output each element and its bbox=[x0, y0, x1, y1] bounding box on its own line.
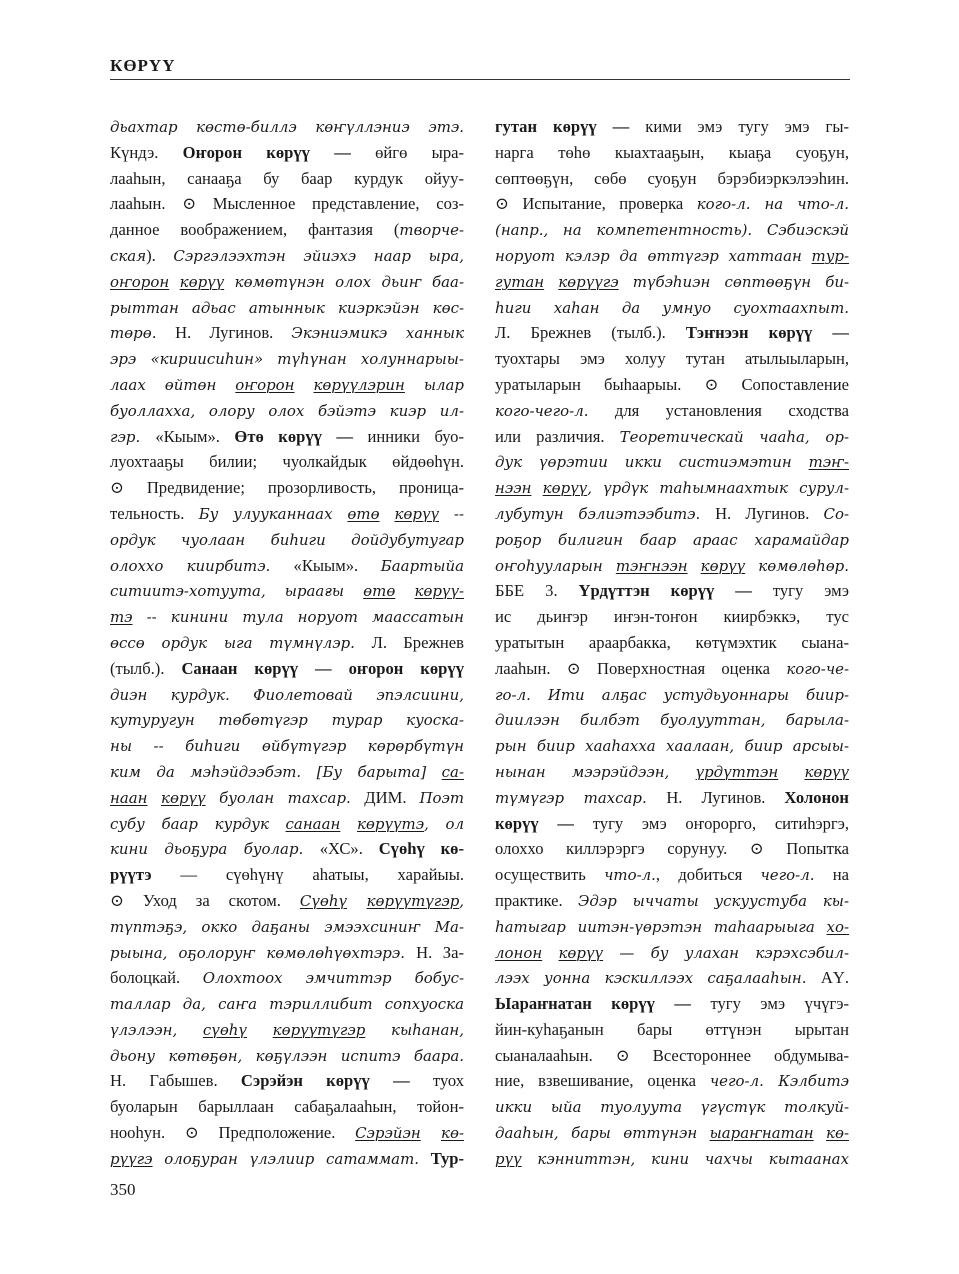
text-roman: «ХС». bbox=[319, 839, 379, 859]
text-line bbox=[495, 398, 849, 424]
text-italic: диэн курдук. Фиолетовай эпэлсиини, bbox=[110, 685, 464, 704]
text-roman: «Кыым». bbox=[155, 426, 235, 446]
headword: Тур- bbox=[430, 1148, 464, 1168]
text-italic: ситиитэ-хотуута, ыраағы bbox=[110, 582, 364, 601]
text-roman: Н. За- bbox=[416, 942, 464, 962]
text-underlined-example: көрүүлэрин bbox=[313, 375, 405, 394]
text-line bbox=[495, 888, 849, 914]
text-line bbox=[495, 140, 849, 166]
text-italic: кэнниттэн, кини чахчы кытаанах bbox=[521, 1149, 849, 1168]
text-italic: гэр. bbox=[110, 427, 156, 446]
text-italic: һатыгар иитэн-үөрэтэн таһаарыыга bbox=[495, 917, 827, 936]
text-italic bbox=[148, 789, 162, 807]
text-line bbox=[495, 965, 849, 991]
text-line bbox=[495, 553, 849, 579]
running-head: КӨРҮҮ bbox=[110, 56, 176, 75]
page-number: 350 bbox=[110, 1180, 136, 1199]
text-italic: Со- bbox=[823, 504, 849, 523]
text-italic: кого-че- bbox=[786, 659, 849, 678]
text-italic: (напр., на компетентность). Сэбиэскэй bbox=[495, 221, 849, 240]
text-italic: , bbox=[459, 891, 464, 910]
text-line bbox=[110, 1068, 464, 1094]
text-line bbox=[495, 630, 849, 656]
text-italic: һиги хаһан да умнуо суохтаахпыт. bbox=[495, 298, 849, 317]
text-roman: для установления сходства bbox=[588, 400, 849, 420]
text-italic bbox=[294, 376, 313, 394]
text-line bbox=[110, 836, 464, 862]
text-italic: лээх уонна кэскиллээх саҕалааһын. bbox=[495, 969, 821, 988]
text-italic: чего-л. Кэлбитэ bbox=[709, 1072, 849, 1091]
text-italic: творче- bbox=[399, 221, 464, 240]
text-roman: болоцкай. bbox=[110, 968, 203, 988]
text-italic: таллар да, саҥа тэриллибит сопхуоска bbox=[110, 995, 464, 1014]
text-underlined-example: кө- bbox=[826, 1124, 849, 1143]
text-line bbox=[495, 682, 849, 708]
text-line bbox=[495, 372, 849, 398]
text-underlined-example: хо- bbox=[826, 917, 849, 936]
text-line bbox=[110, 114, 464, 140]
text-line bbox=[495, 243, 849, 269]
text-roman: туох bbox=[409, 1071, 464, 1091]
text-roman: лааһын. ⊙ Мысленное представление, соз- bbox=[110, 194, 464, 214]
text-line bbox=[110, 991, 464, 1017]
text-roman: тугу эмэ bbox=[751, 581, 849, 601]
text-italic: ны -- биһиги өйбүтүгэр көрөрбүтүн bbox=[110, 737, 464, 756]
text-italic: оҥоһууларын bbox=[495, 556, 616, 575]
text-line bbox=[110, 630, 464, 656]
text-underlined-example: көрүүгэ bbox=[558, 272, 619, 291]
text-italic: олоҕуран үлэлиир сатаммат. bbox=[152, 1149, 431, 1168]
text-italic: дьахтар көстө-биллэ көҥүллэниэ этэ. bbox=[110, 118, 464, 136]
text-italic: түмүгэр тахсар. bbox=[495, 788, 667, 807]
text-roman: АҮ. bbox=[820, 968, 849, 988]
text-roman: лааһын. ⊙ Поверхностная оценка bbox=[495, 658, 787, 678]
text-italic: көмөтүнэн олох дьиҥ баа- bbox=[224, 272, 464, 291]
text-underlined-example: са- bbox=[441, 762, 464, 781]
text-line bbox=[110, 811, 464, 837]
text-italic: , үрдүк таһымнаахтык сурул- bbox=[587, 479, 849, 498]
text-roman: сөптөөҕүн, сөбө суоҕун бэрэбиэркэлээһин. bbox=[495, 168, 849, 188]
text-italic: көмөлөһөр. bbox=[745, 556, 849, 575]
text-line bbox=[495, 166, 849, 192]
text-italic: ылар bbox=[404, 375, 464, 394]
text-roman: — сүөһүнү аһатыы, харайыы. bbox=[151, 865, 464, 885]
text-italic bbox=[531, 479, 542, 497]
text-underlined-example: оҥорон bbox=[110, 272, 170, 291]
text-underlined-example: оҥорон bbox=[235, 375, 295, 394]
text-underlined-example: өтө bbox=[347, 504, 380, 523]
text-roman: ⊙ Предвидение; прозорливость, проница- bbox=[110, 478, 464, 498]
text-roman: уратыларын быһаарыы. ⊙ Сопоставление bbox=[495, 374, 849, 394]
text-line bbox=[495, 1017, 849, 1043]
text-line bbox=[495, 1120, 849, 1146]
text-line bbox=[495, 1043, 849, 1069]
text-line bbox=[495, 785, 849, 811]
text-line bbox=[110, 682, 464, 708]
text-line bbox=[495, 191, 849, 217]
text-italic bbox=[778, 763, 804, 781]
text-underlined-example: тур- bbox=[811, 246, 849, 265]
headword: Оҥорон көрүү — bbox=[182, 142, 351, 162]
text-italic: түбэһиэн сөптөөҕүн би- bbox=[618, 272, 849, 291]
text-roman: олоххо киллэрэргэ сорунуу. ⊙ Попытка bbox=[495, 839, 849, 859]
text-italic bbox=[395, 582, 414, 600]
text-line bbox=[110, 1043, 464, 1069]
text-roman: ДИМ. bbox=[364, 787, 420, 807]
text-roman: туохтары эмэ холуу тутан атылыыларын, bbox=[495, 349, 849, 369]
text-italic: норуот кэлэр да өттүгэр хаттаан bbox=[495, 246, 812, 265]
text-italic: диилээн билбэт буолууттан, барыла- bbox=[495, 711, 849, 730]
text-line bbox=[110, 604, 464, 630]
text-italic: буолан тахсар. bbox=[205, 788, 365, 807]
text-line bbox=[495, 320, 849, 346]
headword: Сэрэйэн көрүү — bbox=[240, 1071, 410, 1091]
text-line bbox=[110, 475, 464, 501]
text-line bbox=[495, 836, 849, 862]
text-line bbox=[110, 733, 464, 759]
text-line bbox=[495, 501, 849, 527]
text-roman: «Кыым». bbox=[293, 555, 381, 575]
text-line bbox=[495, 1068, 849, 1094]
text-italic: — бу улахан кэрэхсэбил- bbox=[603, 943, 849, 962]
text-line bbox=[495, 449, 849, 475]
text-line bbox=[495, 346, 849, 372]
text-line bbox=[110, 501, 464, 527]
text-underlined-example: рүү bbox=[495, 1149, 522, 1168]
text-roman: данное воображением, фантазия ( bbox=[110, 220, 400, 240]
text-italic: икки ыйа туолуута үгүстүк толкуй- bbox=[495, 1098, 849, 1117]
text-underlined-example: үрдүттэн bbox=[695, 762, 779, 781]
text-underlined-example: көрүүтүгэр bbox=[366, 891, 460, 910]
text-italic: кыһанан, bbox=[365, 1020, 464, 1039]
headword: Сүөһү кө- bbox=[378, 839, 464, 859]
text-underlined-example: наан bbox=[110, 788, 148, 807]
text-line bbox=[110, 243, 464, 269]
text-underlined-example: нээн bbox=[495, 479, 532, 498]
text-italic: чего-л. bbox=[760, 866, 815, 885]
text-italic: түптэҕэ, окко даҕаны эмээхсиниҥ Ма- bbox=[110, 917, 464, 936]
text-underlined-example: санаан bbox=[285, 814, 341, 833]
text-roman: йин-куһаҕанын бары өттүнэн ырытан bbox=[495, 1019, 849, 1039]
text-underlined-example: сүөһү bbox=[202, 1020, 247, 1039]
text-italic: -- кинини тула норуот маассатын bbox=[132, 608, 464, 627]
text-italic: үлэлээн, bbox=[110, 1020, 203, 1039]
text-roman: Н. Лугинов. bbox=[175, 323, 292, 343]
text-italic bbox=[347, 892, 367, 910]
text-roman: Н. Габышев. bbox=[110, 1071, 241, 1091]
text-line bbox=[110, 295, 464, 321]
text-italic: лубутун бэлиэтээбитэ. bbox=[495, 504, 716, 523]
text-roman: ⊙ Испытание, проверка bbox=[495, 194, 697, 214]
text-underlined-example: көрүү bbox=[558, 943, 604, 962]
text-italic bbox=[247, 1021, 273, 1039]
text-italic: ская bbox=[110, 246, 147, 265]
text-roman: Н. Лугинов. bbox=[715, 503, 824, 523]
text-italic: ким да мэһэйдээбэт. [Бу барыта] bbox=[110, 762, 442, 781]
headword: Өтө көрүү — bbox=[234, 426, 354, 446]
text-roman: Л. Брежнев (тылб.). bbox=[495, 323, 686, 343]
text-line bbox=[110, 527, 464, 553]
text-line bbox=[110, 140, 464, 166]
text-italic: нынан мээрэйдээн, bbox=[495, 762, 696, 781]
text-italic: кого-чего-л. bbox=[495, 401, 589, 420]
text-underlined-example: лонон bbox=[495, 943, 543, 962]
text-italic: Теоретическай чааһа, ор- bbox=[619, 427, 849, 446]
text-italic: рыттан адьас атыннык киэркэйэн көс- bbox=[110, 298, 464, 317]
text-roman: ). bbox=[146, 245, 156, 265]
text-line bbox=[495, 914, 849, 940]
text-roman: лааһын, санааҕа бу баар курдук ойуу- bbox=[110, 168, 464, 188]
text-line bbox=[495, 811, 849, 837]
text-italic bbox=[814, 1124, 826, 1142]
text-roman: , добиться bbox=[655, 865, 761, 885]
text-italic: что-л. bbox=[604, 866, 656, 885]
text-italic: Баартыйа bbox=[380, 556, 464, 575]
text-roman: ⊙ Уход за скотом. bbox=[110, 890, 300, 910]
text-line bbox=[110, 862, 464, 888]
text-italic: роҕор билигин баар араас харамайдар bbox=[495, 530, 849, 549]
text-line bbox=[495, 114, 849, 140]
text-underlined-example: Сүөһү bbox=[299, 891, 348, 910]
text-italic bbox=[421, 1124, 441, 1142]
text-roman: нарга төһө кыахтааҕын, кыаҕа суоҕун, bbox=[495, 142, 849, 162]
text-line bbox=[110, 1146, 464, 1172]
text-italic bbox=[688, 557, 701, 575]
text-line bbox=[110, 449, 464, 475]
text-line bbox=[110, 424, 464, 450]
text-line bbox=[110, 707, 464, 733]
text-line bbox=[110, 191, 464, 217]
text-line bbox=[110, 269, 464, 295]
text-italic bbox=[544, 273, 558, 291]
text-roman: Л. Брежнев bbox=[371, 632, 464, 652]
text-roman: тельность. bbox=[110, 503, 199, 523]
text-italic: өссө ордук ыга түмнүлэр. bbox=[110, 633, 372, 652]
text-line bbox=[495, 295, 849, 321]
text-line bbox=[110, 656, 464, 682]
text-line bbox=[495, 991, 849, 1017]
text-underlined-example: көрүү- bbox=[414, 582, 464, 601]
text-line bbox=[495, 424, 849, 450]
text-italic: Бу улууканнаах bbox=[198, 504, 348, 523]
text-line bbox=[495, 862, 849, 888]
text-line bbox=[495, 707, 849, 733]
text-underlined-example: көрүү bbox=[179, 272, 225, 291]
text-roman: луохтааҕы билии; чуолкайдык өйдөөһүн. bbox=[110, 452, 464, 472]
text-underlined-example: көрүү bbox=[394, 504, 439, 523]
text-italic: буоллахха, олору олох бэйэтэ киэр ил- bbox=[110, 401, 464, 420]
text-roman: ние, взвешивание, оценка bbox=[495, 1071, 710, 1091]
text-roman: тугу эмэ үчүгэ- bbox=[691, 994, 849, 1014]
text-italic: рын биир хааһахха хаалаан, биир арсыы- bbox=[495, 737, 849, 756]
text-italic: ордук чуолаан биһиги дойдубутугар bbox=[110, 530, 464, 549]
text-roman: тугу эмэ оҥорорго, ситиһэргэ, bbox=[574, 813, 849, 833]
text-line bbox=[495, 759, 849, 785]
text-italic: субу баар курдук bbox=[110, 814, 286, 833]
text-line bbox=[110, 914, 464, 940]
text-italic: дук үөрэтии икки систиэмэтин bbox=[495, 453, 809, 472]
text-line bbox=[110, 759, 464, 785]
text-line bbox=[110, 372, 464, 398]
text-roman: или различия. bbox=[495, 426, 620, 446]
text-underlined-example: тэ bbox=[110, 608, 133, 627]
headword: Ыараҥнатан көрүү — bbox=[495, 994, 692, 1014]
text-line bbox=[110, 320, 464, 346]
text-italic: дааһын, бары өттүнэн bbox=[495, 1124, 710, 1143]
text-roman: ББЕ 3. bbox=[495, 581, 579, 601]
text-line bbox=[110, 888, 464, 914]
text-underlined-example: ыараҥнатан bbox=[709, 1124, 814, 1143]
text-underlined-example: көрүү bbox=[700, 556, 746, 575]
text-line bbox=[110, 1120, 464, 1146]
text-line bbox=[495, 733, 849, 759]
text-roman: уратытын араарбакка, көтүмэхтик сыана- bbox=[495, 632, 849, 652]
text-line bbox=[495, 217, 849, 243]
text-italic: олоххо киирбитэ. bbox=[110, 556, 294, 575]
text-italic: Поэт bbox=[419, 788, 464, 807]
headword: Санаан көрүү — оҥорон көрүү bbox=[181, 658, 464, 678]
text-line bbox=[110, 346, 464, 372]
text-roman: сыаналааһын. ⊙ Всестороннее обдумыва- bbox=[495, 1045, 849, 1065]
text-roman: өйгө ыра- bbox=[350, 142, 464, 162]
text-line bbox=[495, 604, 849, 630]
text-line bbox=[495, 940, 849, 966]
headword: көрүү — bbox=[495, 813, 575, 833]
text-italic: , ол bbox=[424, 814, 464, 833]
text-underlined-example: тэҥ- bbox=[808, 453, 849, 472]
text-line bbox=[110, 553, 464, 579]
text-roman: буоларын барыллаан сабаҕалааһын, тойон- bbox=[110, 1097, 464, 1117]
text-line bbox=[110, 940, 464, 966]
text-italic: -- bbox=[439, 504, 464, 523]
left-column bbox=[110, 114, 464, 1172]
text-roman: Н. Лугинов. bbox=[666, 787, 785, 807]
text-roman: практике. bbox=[495, 890, 578, 910]
text-line bbox=[110, 398, 464, 424]
text-underlined-example: гутан bbox=[495, 272, 545, 291]
text-italic: кого-л. на что-л. bbox=[696, 195, 849, 214]
text-line bbox=[110, 166, 464, 192]
text-italic: дьону көтөҕөн, көҕүлээн испитэ баара. bbox=[110, 1046, 464, 1065]
text-line bbox=[110, 1094, 464, 1120]
text-line bbox=[495, 1094, 849, 1120]
text-italic: лаах өйтөн bbox=[110, 375, 236, 394]
header-rule bbox=[110, 79, 850, 80]
text-italic: рыына, оҕолоруҥ көмөлөһүөхтэрэ. bbox=[110, 943, 417, 962]
text-underlined-example: өтө bbox=[363, 582, 396, 601]
right-column bbox=[495, 114, 849, 1172]
text-line bbox=[110, 217, 464, 243]
text-italic: го-л. Ити алҕас устудьуоннары биир- bbox=[495, 685, 849, 704]
text-line bbox=[110, 1017, 464, 1043]
text-italic: Олохтоох эмчиттэр бобус- bbox=[202, 969, 464, 988]
headword: гутан көрүү — bbox=[495, 117, 630, 136]
text-roman: нооһун. ⊙ Предположение. bbox=[110, 1123, 356, 1143]
text-roman: осуществить bbox=[495, 865, 605, 885]
text-underlined-example: тэҥнээн bbox=[615, 556, 688, 575]
text-italic: төрө. bbox=[110, 324, 176, 343]
text-underlined-example: көрүү bbox=[161, 788, 206, 807]
text-italic: эрэ «кириисиһин» түһүнан холуннарыы- bbox=[110, 350, 464, 369]
headword: рүүтэ bbox=[110, 865, 152, 885]
text-roman: (тылб.). bbox=[110, 658, 182, 678]
text-italic: кутуругун төбөтүгэр турар куоска- bbox=[110, 711, 464, 730]
text-underlined-example: көрүү bbox=[542, 479, 588, 498]
text-italic: Экэниэмикэ ханнык bbox=[291, 324, 464, 343]
text-underlined-example: көрүүтэ bbox=[357, 814, 425, 833]
text-italic: Эдэр ыччаты ускуустуба кы- bbox=[577, 891, 849, 910]
text-line bbox=[495, 475, 849, 501]
headword: Холонон bbox=[784, 787, 849, 807]
text-italic bbox=[542, 944, 558, 962]
text-roman: инники буо- bbox=[353, 426, 464, 446]
text-line bbox=[495, 1146, 849, 1172]
text-italic: Сэргэлээхтэн эйиэхэ наар ыра, bbox=[155, 246, 464, 265]
text-roman: на bbox=[814, 865, 849, 885]
text-roman: кими эмэ тугу эмэ гы- bbox=[629, 117, 849, 136]
text-italic: кини дьоҕура буолар. bbox=[110, 840, 320, 859]
text-underlined-example: көрүү bbox=[804, 762, 849, 781]
text-underlined-example: рүүгэ bbox=[110, 1149, 153, 1168]
text-line bbox=[495, 269, 849, 295]
headword: Тэҥнээн көрүү — bbox=[685, 323, 849, 343]
text-line bbox=[110, 785, 464, 811]
text-line bbox=[495, 578, 849, 604]
text-roman: ис дьиҥэр иҥэн-тоҥон киирбэккэ, тус bbox=[495, 607, 849, 627]
text-line bbox=[110, 578, 464, 604]
text-underlined-example: Сэрэйэн bbox=[355, 1124, 421, 1143]
text-line bbox=[495, 656, 849, 682]
text-italic bbox=[340, 815, 357, 833]
text-underlined-example: кө- bbox=[441, 1124, 464, 1143]
text-italic bbox=[169, 273, 179, 291]
text-underlined-example: көрүүтүгэр bbox=[272, 1020, 366, 1039]
text-roman: Күндэ. bbox=[110, 142, 183, 162]
headword: Үрдүттэн көрүү — bbox=[578, 581, 752, 601]
text-line bbox=[495, 527, 849, 553]
text-italic bbox=[380, 505, 395, 523]
text-line bbox=[110, 965, 464, 991]
